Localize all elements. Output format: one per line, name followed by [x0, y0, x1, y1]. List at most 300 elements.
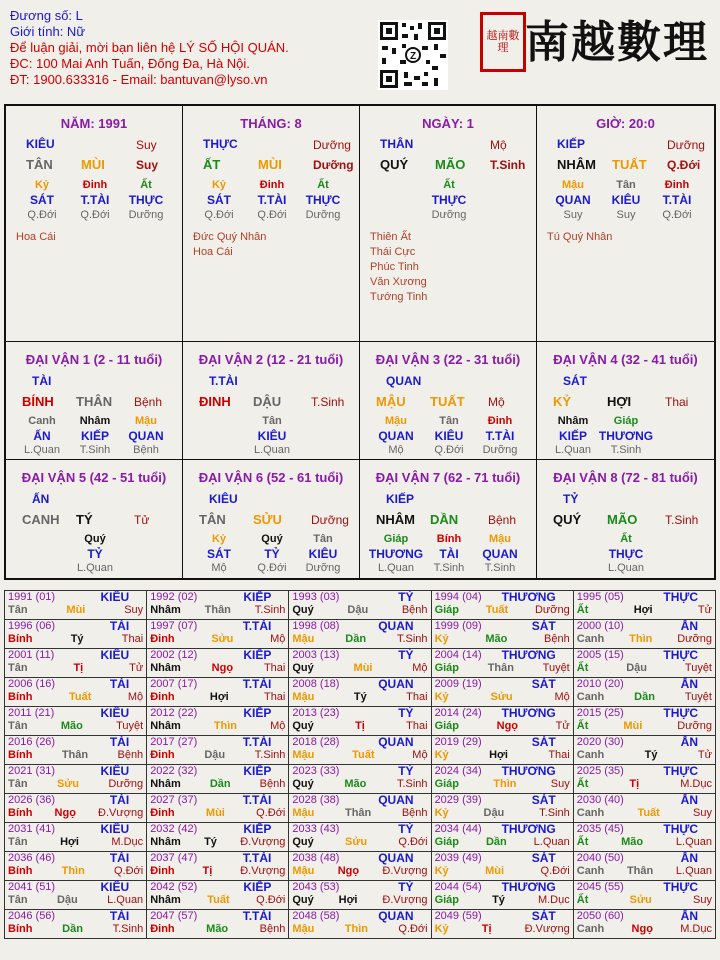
year-label: 1996 (06): [8, 620, 56, 632]
year-star: SÁT: [531, 677, 556, 691]
year-chi: Sửu: [345, 836, 368, 848]
year-table: [4, 590, 716, 939]
year-can: Mậu: [292, 923, 315, 935]
dai-van-hidden-star: KIÊU: [308, 547, 338, 561]
dai-van-hidden-star: THỰC: [608, 547, 644, 561]
year-row: [5, 678, 716, 707]
year-can: Giáp: [434, 778, 460, 790]
dai-van-hidden-status: Dưỡng: [482, 444, 518, 456]
year-label: 2019 (29): [434, 736, 482, 748]
year-label: 2016 (26): [8, 736, 56, 748]
year-status: Đ.Vượng: [240, 836, 286, 848]
year-label: 2020 (30): [576, 736, 624, 748]
year-cell: [289, 823, 431, 852]
year-label: 2010 (20): [576, 678, 624, 690]
dai-van-title: ĐẠI VẬN 5 (42 - 51 tuổi): [21, 470, 167, 485]
dai-van-hidden-status: L.Quan: [253, 444, 291, 456]
year-can: Kỷ: [434, 865, 449, 877]
pillar-top-star: THỰC: [203, 137, 238, 151]
year-status: Tuyệt: [542, 662, 570, 674]
dai-van-hidden-can: Ất: [620, 533, 632, 545]
hidden-status: Q.Đới: [80, 209, 110, 221]
year-status: Tuyệt: [116, 720, 144, 732]
year-chi: Tị: [629, 778, 640, 790]
year-star: THỰC: [663, 706, 698, 720]
year-label: 2029 (39): [434, 794, 482, 806]
year-row: [5, 707, 716, 736]
year-label: 2037 (47): [150, 852, 198, 864]
year-can: Quý: [292, 836, 314, 848]
year-status: Mộ: [554, 691, 570, 703]
year-star: ẤN: [680, 619, 698, 633]
year-label: 2017 (27): [150, 736, 198, 748]
year-chi: Dậu: [483, 807, 505, 819]
year-status: Dưỡng: [108, 778, 144, 790]
year-can: Đinh: [150, 865, 175, 877]
year-star: TÀI: [109, 619, 130, 633]
year-label: 2006 (16): [8, 678, 56, 690]
year-status: Thai: [263, 662, 286, 674]
year-can: Canh: [576, 923, 605, 935]
year-chi: Dần: [634, 691, 655, 703]
year-star: ẤN: [680, 735, 698, 749]
year-can: Ất: [576, 662, 589, 674]
hidden-star: SÁT: [30, 193, 54, 207]
year-label: 2044 (54): [434, 881, 482, 893]
year-chi: Hợi: [209, 691, 229, 703]
year-label: 2003 (13): [292, 649, 340, 661]
year-cell: [147, 620, 289, 649]
dai-van-status: Bệnh: [134, 395, 163, 409]
year-status: Thai: [121, 633, 144, 645]
year-star: TỶ: [398, 880, 414, 894]
year-chi: Tý: [353, 691, 367, 703]
year-star: SÁT: [531, 793, 556, 807]
year-label: 2038 (48): [292, 852, 340, 864]
year-can: Nhâm: [150, 720, 181, 732]
hidden-status: Dưỡng: [128, 209, 164, 221]
pillar-chi-status: Dưỡng: [313, 158, 354, 172]
year-status: Q.Đới: [113, 865, 144, 877]
year-can: Bính: [8, 923, 33, 935]
year-status: T.Sinh: [539, 807, 570, 819]
pillar-can: TÂN: [26, 157, 53, 172]
dai-van-title: ĐẠI VẬN 4 (32 - 41 tuổi): [553, 352, 698, 367]
pillar-chi: TUẤT: [612, 157, 647, 172]
year-star: T.TÀI: [242, 677, 272, 691]
year-status: Dưỡng: [534, 604, 570, 616]
year-can: Nhâm: [150, 604, 181, 616]
year-label: 1999 (09): [434, 620, 482, 632]
year-can: Mậu: [292, 633, 315, 645]
year-status: Q.Đới: [256, 894, 286, 906]
hidden-star: QUAN: [555, 193, 591, 207]
hidden-can: Ất: [140, 179, 152, 191]
year-can: Canh: [576, 691, 605, 703]
dai-van-hidden-status: L.Quan: [554, 444, 592, 456]
dai-van-hidden-star: KIẾP: [80, 429, 110, 443]
shensha-note: Tú Quý Nhân: [547, 231, 613, 243]
year-chi: Tý: [204, 836, 217, 848]
year-chi: Dậu: [626, 662, 648, 674]
dai-van-hidden-can: Tân: [439, 415, 459, 427]
year-cell: [289, 736, 431, 765]
hidden-star: THỰC: [128, 193, 164, 207]
year-status: Mộ: [412, 749, 428, 761]
year-chi: Thân: [487, 662, 514, 674]
pillar-chi: MÙI: [258, 157, 282, 172]
dai-van-hidden-can: Nhâm: [79, 415, 111, 427]
year-chi: Tị: [73, 662, 84, 674]
year-status: Tử: [129, 662, 144, 674]
pillar-top-status: Dưỡng: [667, 138, 705, 152]
year-chi: Mùi: [623, 720, 643, 732]
dai-van-hidden-status: Mộ: [211, 562, 227, 574]
pillar-chi-status: Q.Đới: [667, 158, 701, 172]
shensha-note: Hoa Cái: [16, 231, 56, 243]
year-can: Tân: [8, 662, 28, 674]
dai-van-title: ĐẠI VẬN 8 (72 - 81 tuổi): [553, 470, 698, 485]
year-star: KIẾP: [243, 822, 272, 836]
hidden-status: Dưỡng: [431, 209, 467, 221]
year-star: SÁT: [531, 619, 556, 633]
year-status: Suy: [693, 807, 712, 819]
hidden-star: THỰC: [305, 193, 341, 207]
year-star: THƯƠNG: [501, 590, 556, 604]
year-label: 2015 (25): [576, 707, 624, 719]
year-star: TÀI: [109, 793, 130, 807]
year-chi: Sửu: [211, 633, 234, 645]
hidden-status: Q.Đới: [257, 209, 287, 221]
hidden-can: Ất: [443, 179, 455, 191]
dai-van-can: MẬU: [376, 394, 406, 409]
dai-van-status: Tử: [134, 513, 150, 527]
year-star: TỶ: [398, 648, 414, 662]
year-label: 2041 (51): [8, 881, 56, 893]
year-can: Mậu: [292, 807, 315, 819]
dai-van-hidden-status: L.Quan: [76, 562, 114, 574]
year-can: Ất: [576, 836, 589, 848]
year-label: 2021 (31): [8, 765, 56, 777]
dai-van-hidden-status: Q.Đới: [434, 444, 464, 456]
year-cell: [147, 881, 289, 910]
year-can: Tân: [8, 604, 28, 616]
year-star: QUAN: [378, 909, 414, 923]
year-star: QUAN: [378, 793, 414, 807]
year-label: 2023 (33): [292, 765, 340, 777]
year-chi: Mão: [344, 778, 367, 790]
year-cell: [5, 852, 147, 881]
year-chi: Hợi: [60, 836, 79, 848]
hidden-star: T.TÀI: [662, 193, 692, 207]
dai-van-status: Mộ: [488, 395, 505, 409]
year-chi: Thìn: [493, 778, 517, 790]
year-can: Kỷ: [434, 633, 449, 645]
year-chi: Mùi: [353, 662, 373, 674]
year-status: Đ.Vượng: [382, 894, 428, 906]
year-status: Bệnh: [401, 807, 428, 819]
year-status: Mộ: [270, 720, 286, 732]
year-star: KIÊU: [100, 764, 130, 778]
year-status: L.Quan: [107, 894, 144, 906]
year-row: [5, 591, 716, 620]
dai-van-hidden-can: Mậu: [489, 533, 511, 545]
year-star: T.TÀI: [242, 793, 272, 807]
pillar-can: NHÂM: [557, 157, 596, 172]
year-status: Thai: [263, 691, 286, 703]
pillar-3: [537, 106, 714, 342]
dai-van-hidden-star: TỶ: [87, 547, 103, 561]
year-chi: Hợi: [633, 604, 653, 616]
year-can: Ất: [576, 604, 589, 616]
dai-van-hidden-star: SÁT: [207, 547, 231, 561]
brand-logo: 南越數理: [525, 17, 709, 68]
year-cell: [5, 765, 147, 794]
year-star: ẤN: [680, 851, 698, 865]
year-star: ẤN: [680, 793, 698, 807]
year-star: T.TÀI: [242, 735, 272, 749]
year-chi: Sửu: [56, 778, 79, 790]
year-star: SÁT: [531, 851, 556, 865]
dai-van-hidden-status: T.Sinh: [79, 444, 111, 456]
year-can: Mậu: [292, 865, 315, 877]
qr-code-icon: [378, 20, 448, 90]
shensha-note: Tướng Tinh: [370, 291, 428, 303]
year-star: TÀI: [109, 851, 130, 865]
year-can: Quý: [292, 604, 314, 616]
dai-van-hidden-status: L.Quan: [23, 444, 61, 456]
year-chi: Mùi: [485, 865, 505, 877]
year-chi: Tị: [355, 720, 365, 732]
year-can: Đinh: [150, 633, 175, 645]
dai-van-title: ĐẠI VẬN 6 (52 - 61 tuổi): [198, 470, 344, 485]
year-chi: Dậu: [56, 894, 78, 906]
year-star: T.TÀI: [242, 909, 272, 923]
year-chi: Dần: [62, 923, 83, 935]
year-chi: Thân: [204, 604, 231, 616]
year-cell: [147, 736, 289, 765]
dai-van-hidden-status: T.Sinh: [610, 444, 642, 456]
year-label: 2022 (32): [150, 765, 198, 777]
year-cell: [289, 765, 431, 794]
year-star: TỶ: [398, 590, 414, 604]
year-row: [5, 823, 716, 852]
dai-van-hidden-status: Q.Đới: [257, 562, 287, 574]
year-can: Tân: [8, 894, 28, 906]
year-label: 2013 (23): [292, 707, 340, 719]
year-can: Đinh: [150, 691, 175, 703]
year-cell: [431, 620, 573, 649]
hidden-can: Mậu: [562, 179, 584, 191]
year-cell: [431, 910, 573, 939]
year-can: Bính: [8, 691, 33, 703]
dai-van-hidden-can: Canh: [28, 415, 56, 427]
hidden-can: Đinh: [664, 179, 690, 191]
year-status: Thai: [406, 691, 428, 703]
year-status: Thai: [548, 749, 570, 761]
year-cell: [5, 736, 147, 765]
year-label: 1997 (07): [150, 620, 198, 632]
year-status: Q.Đới: [256, 807, 286, 819]
year-can: Tân: [8, 778, 28, 790]
year-star: THƯƠNG: [501, 822, 556, 836]
year-chi: Tuất: [485, 604, 509, 616]
dai-van-hidden-can: Giáp: [383, 533, 409, 545]
year-star: THỰC: [663, 648, 698, 662]
year-cell: [289, 620, 431, 649]
dai-van-hidden-can: Đinh: [487, 415, 513, 427]
year-star: KIÊU: [100, 880, 130, 894]
year-cell: [573, 881, 715, 910]
pillar-0: [6, 106, 183, 342]
year-label: 2031 (41): [8, 823, 56, 835]
year-cell: [431, 678, 573, 707]
dai-van-7: [360, 460, 537, 578]
year-status: M.Dục: [111, 836, 144, 848]
dai-van-chi: THÂN: [76, 394, 113, 409]
year-chi: Tị: [202, 865, 213, 877]
year-star: THƯƠNG: [501, 706, 556, 720]
year-chi: Ngọ: [54, 807, 76, 819]
year-label: 2009 (19): [434, 678, 482, 690]
dai-van-1: [6, 342, 183, 460]
year-chi: Dậu: [204, 749, 226, 761]
year-cell: [147, 765, 289, 794]
year-status: M.Dục: [680, 778, 712, 790]
dai-van-can: TÂN: [199, 512, 226, 527]
year-status: Bệnh: [544, 633, 570, 645]
shensha-note: Thiên Ất: [370, 231, 411, 243]
pillar-can: QUÝ: [380, 157, 409, 172]
hidden-status: Q.Đới: [204, 209, 234, 221]
year-can: Mậu: [292, 749, 315, 761]
dai-van-5: [6, 460, 183, 578]
dai-van-chi: TÝ: [76, 512, 93, 527]
year-label: 1993 (03): [292, 591, 340, 603]
year-cell: [573, 794, 715, 823]
dai-van-hidden-can: Mậu: [385, 415, 407, 427]
year-chi: Mão: [206, 923, 229, 935]
hidden-status: Q.Đới: [27, 209, 57, 221]
year-label: 2014 (24): [434, 707, 482, 719]
pillar-title: NGÀY: 1: [422, 116, 474, 131]
shensha-note: Thái Cực: [370, 246, 416, 258]
hidden-can: Ất: [317, 179, 329, 191]
year-status: Thai: [406, 720, 428, 732]
pillar-title: THÁNG: 8: [240, 116, 302, 131]
year-can: Giáp: [434, 604, 460, 616]
year-status: M.Dục: [680, 923, 712, 935]
dai-van-can: BÍNH: [22, 394, 54, 409]
year-label: 2049 (59): [434, 910, 482, 922]
year-label: 2048 (58): [292, 910, 340, 922]
dai-van-chi: DẬU: [253, 394, 282, 409]
year-chi: Tuất: [352, 749, 375, 761]
year-can: Ất: [576, 894, 589, 906]
year-star: TÀI: [109, 735, 130, 749]
pillar-top-star: KIẾP: [557, 137, 586, 151]
dai-van-hidden-star: T.TÀI: [485, 429, 515, 443]
pillar-top-status: Dưỡng: [313, 138, 351, 152]
year-label: 2000 (10): [576, 620, 624, 632]
year-can: Quý: [292, 894, 314, 906]
shensha-note: Phúc Tinh: [370, 261, 419, 273]
year-label: 2046 (56): [8, 910, 56, 922]
hidden-star: THỰC: [431, 193, 467, 207]
year-chi: Thân: [344, 807, 372, 819]
hidden-star: SÁT: [207, 193, 231, 207]
year-label: 2027 (37): [150, 794, 198, 806]
year-star: THỰC: [663, 822, 698, 836]
year-label: 2004 (14): [434, 649, 482, 661]
year-label: 2007 (17): [150, 678, 198, 690]
year-status: Mộ: [412, 662, 428, 674]
year-status: Bệnh: [259, 778, 286, 790]
year-cell: [573, 678, 715, 707]
year-chi: Tuất: [68, 691, 92, 703]
year-status: Tử: [555, 720, 570, 732]
hidden-star: T.TÀI: [257, 193, 287, 207]
year-star: THƯƠNG: [501, 764, 556, 778]
dai-van-8: [537, 460, 714, 578]
year-can: Mậu: [292, 691, 315, 703]
year-star: KIẾP: [243, 590, 272, 604]
pillar-top-star: THÂN: [380, 137, 414, 151]
dai-van-title: ĐẠI VẬN 2 (12 - 21 tuổi): [198, 352, 344, 367]
year-row: [5, 794, 716, 823]
dai-van-hidden-can: Tân: [313, 533, 333, 545]
year-label: 2042 (52): [150, 881, 198, 893]
dai-van-6: [183, 460, 360, 578]
year-chi: Dần: [485, 836, 507, 848]
year-cell: [147, 678, 289, 707]
year-star: THỰC: [663, 764, 698, 778]
year-label: 2028 (38): [292, 794, 340, 806]
hidden-can: Tân: [616, 179, 636, 191]
year-status: T.Sinh: [396, 778, 428, 790]
year-label: 2011 (21): [8, 707, 55, 719]
year-cell: [5, 649, 147, 678]
year-cell: [289, 881, 431, 910]
year-row: [5, 881, 716, 910]
year-star: TÀI: [109, 909, 130, 923]
year-label: 2025 (35): [576, 765, 624, 777]
year-label: 1991 (01): [8, 591, 56, 603]
year-cell: [431, 881, 573, 910]
year-can: Bính: [8, 633, 33, 645]
year-cell: [5, 620, 147, 649]
year-status: Suy: [550, 778, 570, 790]
year-chi: Tuất: [637, 807, 660, 819]
year-status: Tử: [697, 749, 712, 761]
year-cell: [147, 823, 289, 852]
year-cell: [431, 707, 573, 736]
dai-van-star: QUAN: [386, 374, 422, 388]
year-cell: [573, 649, 715, 678]
dai-van-hidden-star: QUAN: [378, 429, 414, 443]
year-cell: [5, 678, 147, 707]
dai-van-hidden-star: KIÊU: [434, 429, 464, 443]
year-can: Nhâm: [150, 662, 181, 674]
year-star: KIÊU: [100, 648, 130, 662]
year-chi: Ngọ: [496, 720, 519, 732]
year-star: TÀI: [109, 677, 130, 691]
dai-van-hidden-status: L.Quan: [607, 562, 645, 574]
year-chi: Mùi: [205, 807, 225, 819]
year-cell: [5, 794, 147, 823]
year-chi: Thân: [626, 865, 654, 877]
year-chi: Mão: [60, 720, 83, 732]
